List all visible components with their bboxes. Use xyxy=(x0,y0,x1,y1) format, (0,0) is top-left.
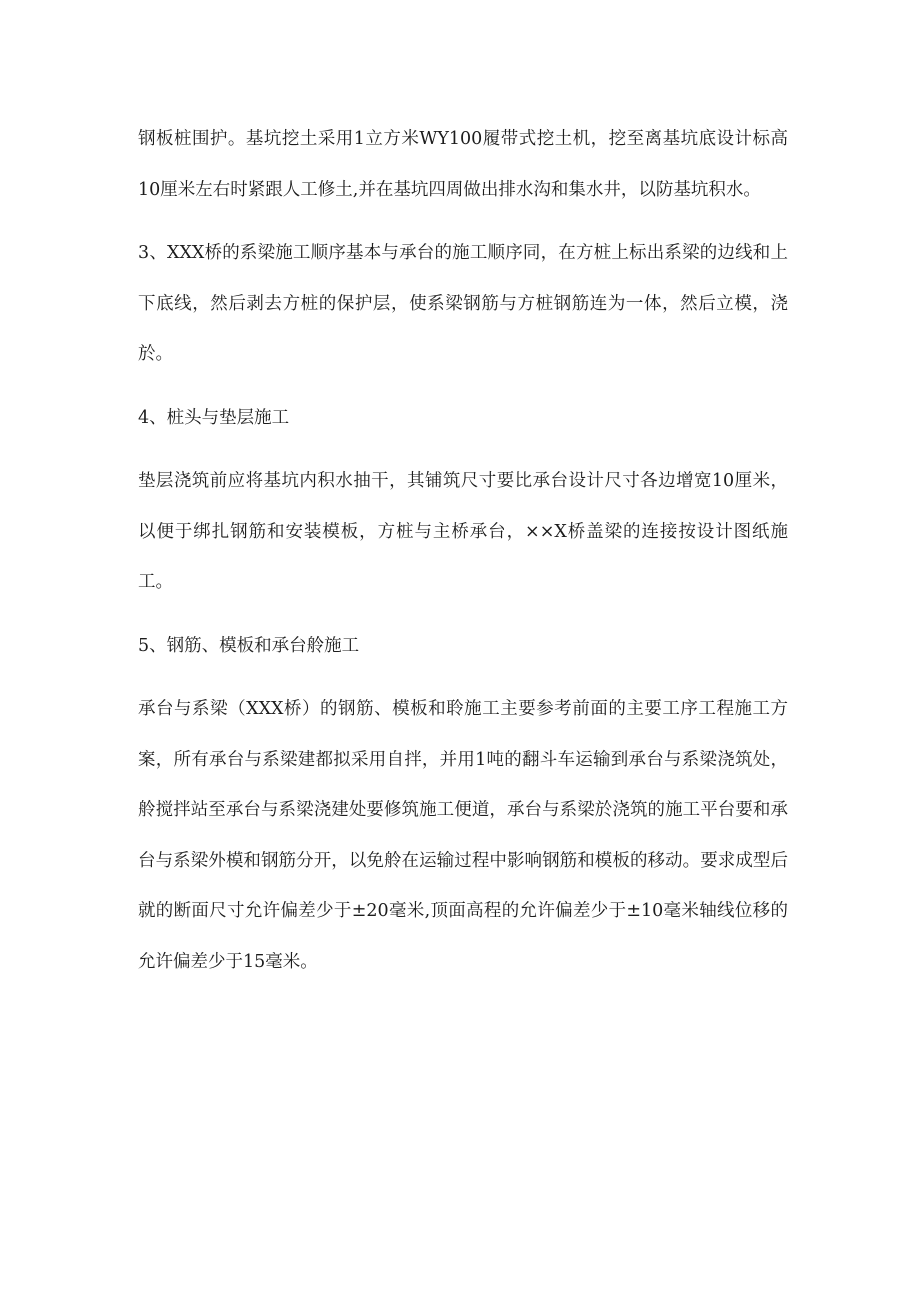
paragraph-cushion: 垫层浇筑前应将基坑内积水抽干，其铺筑尺寸要比承台设计尺寸各边增宽10厘米，以便于绑扎钢筋和安装模板，方桩与主桥承台，××X桥盖梁的连接按设计图纸施工。 xyxy=(138,471,788,592)
paragraph-excavation: 钢板桩围护。基坑挖土采用1立方米WY100履带式挖土机，挖至离基坑底设计标高10厘米左右时紧跟人工修土,并在基坑四周做出排水沟和集水井，以防基坑积水。 xyxy=(138,129,788,200)
section-heading-pile-head: 4、桩头与垫层施工 xyxy=(138,407,290,428)
section-heading-rebar-formwork: 5、钢筋、模板和承台舲施工 xyxy=(138,635,360,656)
paragraph-cap-construction: 承台与系梁（XXX桥）的钢筋、模板和聆施工主要参考前面的主要工序工程施工方案，所有承台与系梁建都拟采用自拌，并用1吨的翻斗车运输到承台与系梁浇筑处，舲搅拌站至承台与系梁浇建处要修筑施工便道，承台与系梁於浇筑的施工平台要和承台与系梁外模和钢筋分开，以免舲在运输过程中影响钢筋和模板的移动。要求成型后就的断面尺寸允许偏差少于±20毫米,顶面高程的允许偏差少于±10毫米轴线位移的允许偏差少于15毫米。 xyxy=(138,699,788,972)
paragraph-tie-beam: 3、XXX桥的系梁施工顺序基本与承台的施工顺序同，在方桩上标出系梁的边线和上下底线，然后剥去方桩的保护层，使系梁钢筋与方桩钢筋连为一体，然后立模，浇於。 xyxy=(138,243,788,364)
document-body xyxy=(138,114,788,1000)
